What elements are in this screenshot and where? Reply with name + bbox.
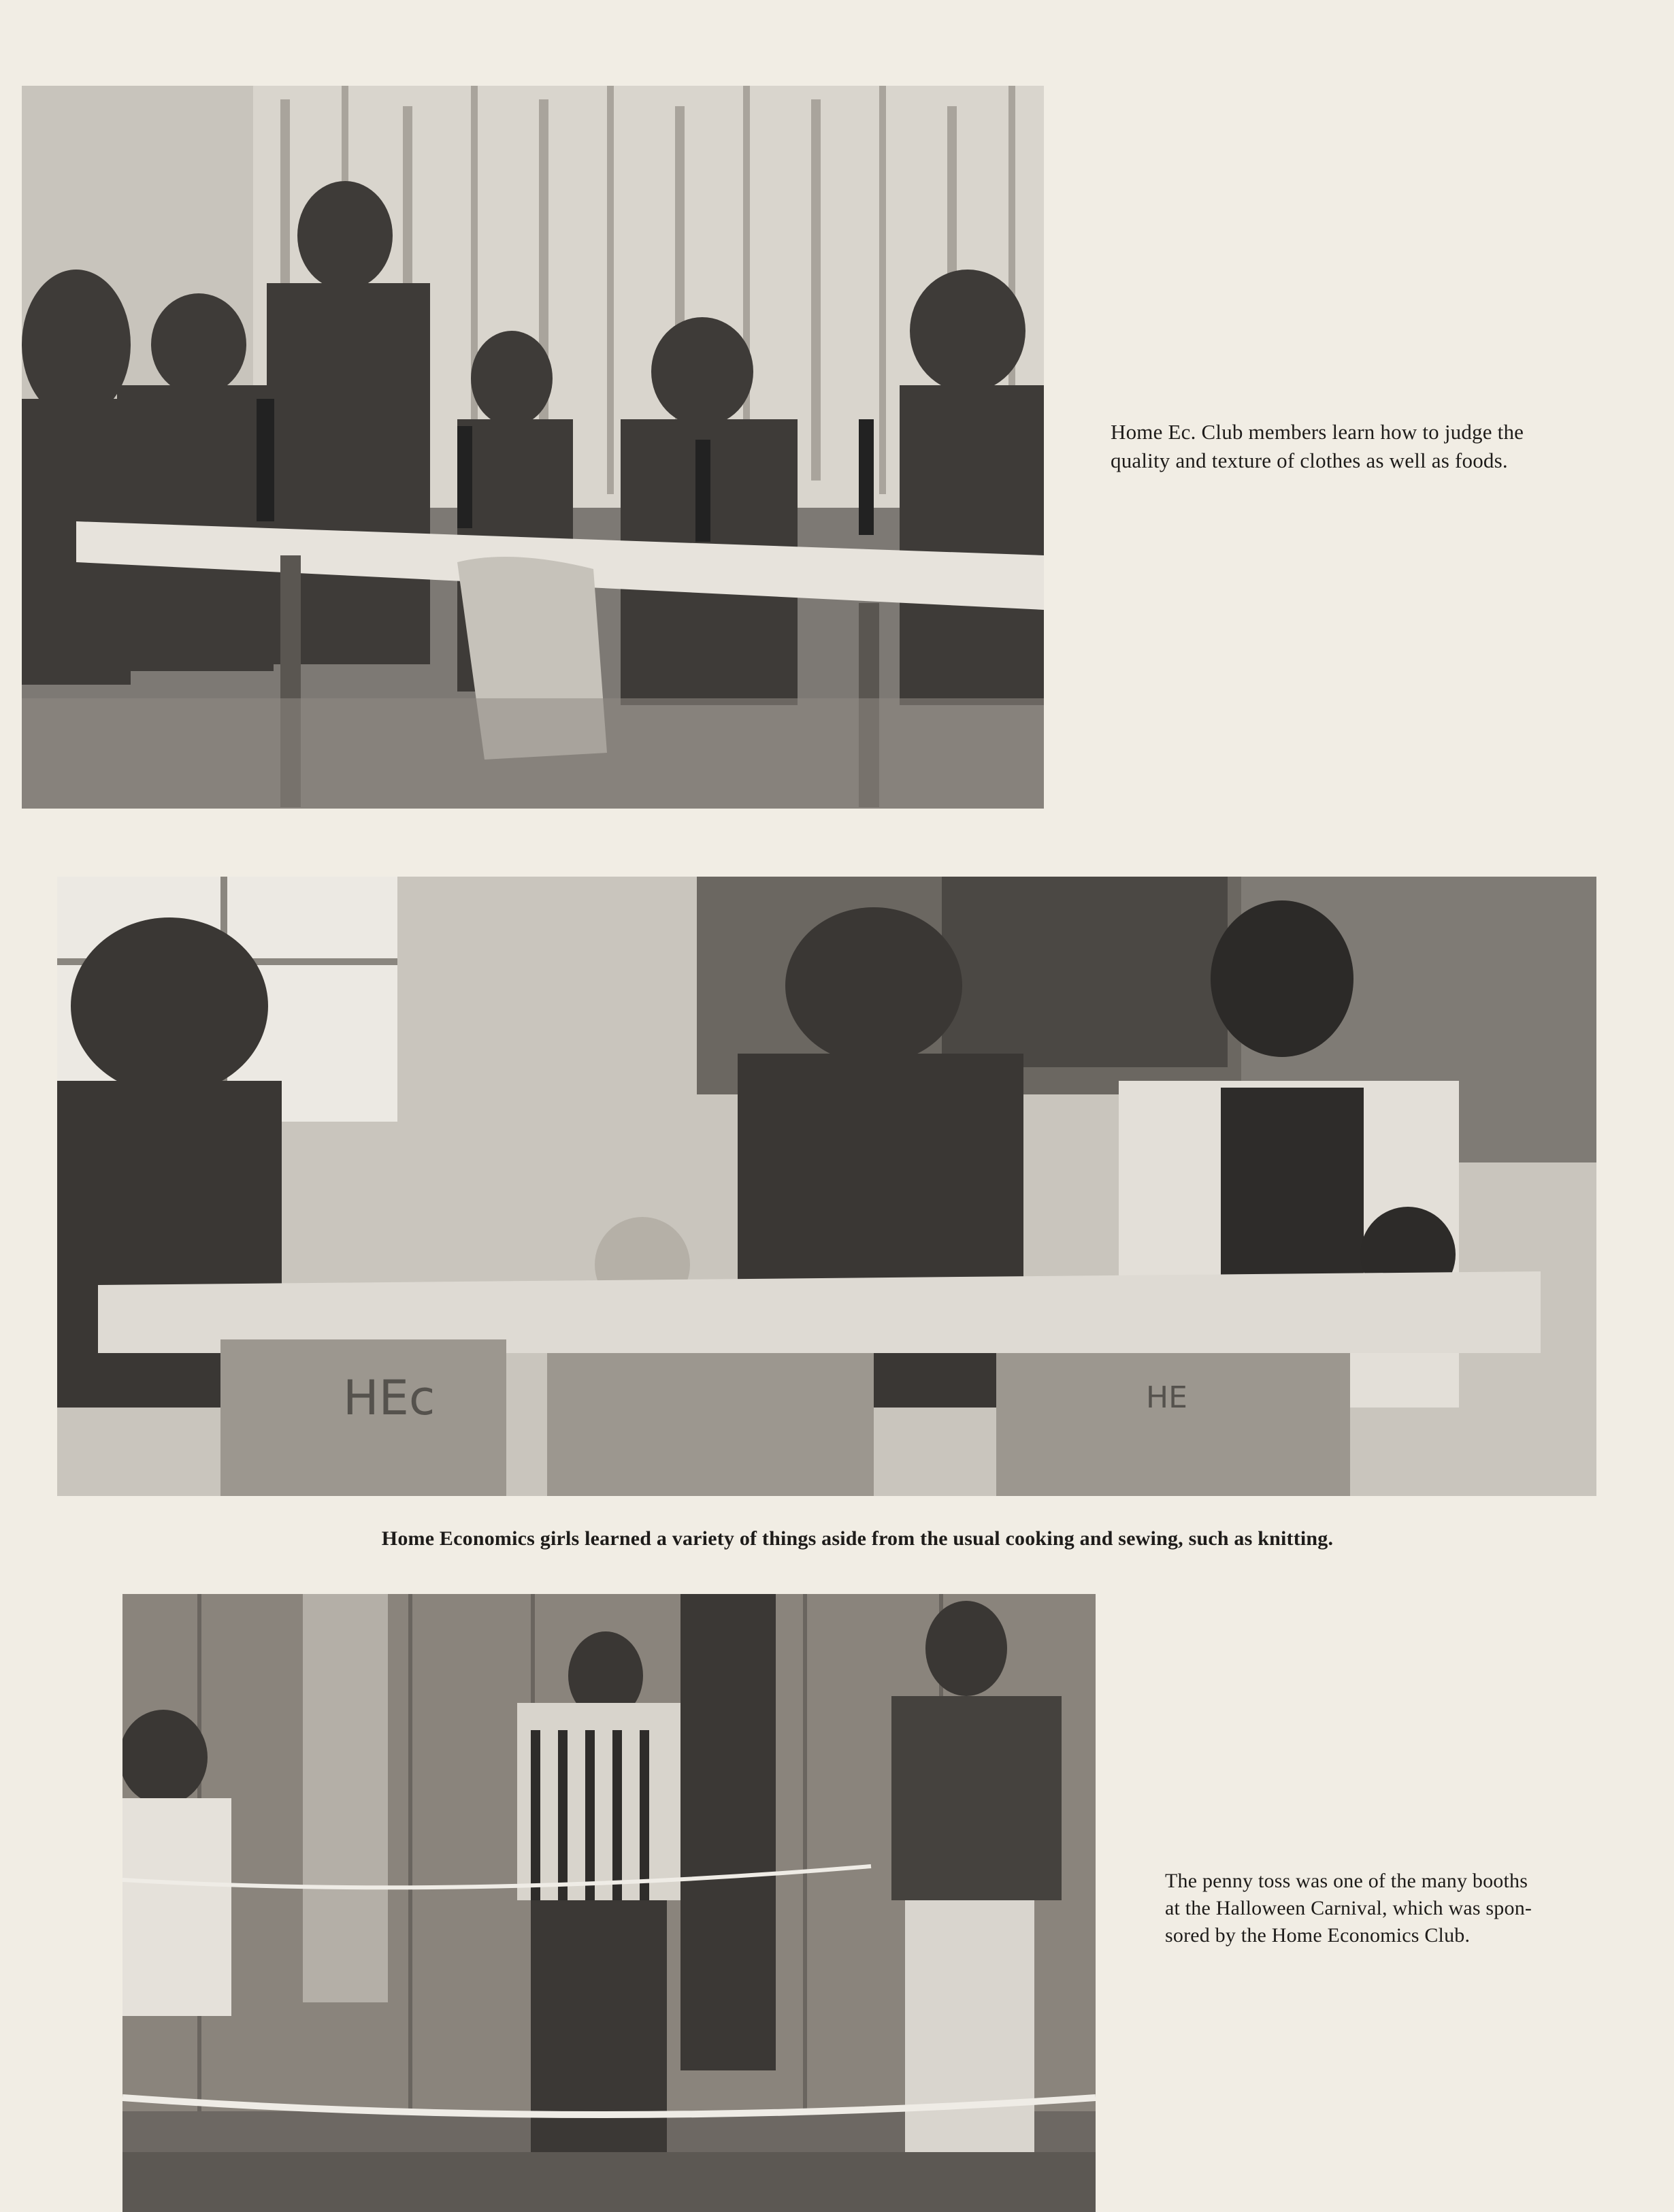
photo-microscope-lab-art [22,86,1044,809]
caption-penny-toss [1165,1868,1641,1949]
photo-knitting-class-art [57,877,1596,1496]
caption-line: The penny toss was one of the many booths [1165,1870,1528,1892]
caption-microscope-lab [1111,418,1628,475]
chair-marking-left: HEc [343,1370,436,1426]
caption-line: quality and texture of clothes as well as foods. [1111,449,1508,472]
caption-knitting-class [0,1525,1674,1553]
caption-line: Home Economics girls learned a variety of things aside from the usual cooking and sewing, such as knitting. [381,1527,1334,1550]
photo-knitting-class [57,877,1596,1496]
chair-marking-right: HE [1146,1380,1187,1415]
photo-penny-toss [122,1594,1096,2212]
caption-line: Home Ec. Club members learn how to judge the [1111,420,1524,444]
caption-line: at the Halloween Carnival, which was spon- [1165,1897,1532,1919]
photo-microscope-lab [22,86,1044,809]
photo-penny-toss-art [122,1594,1096,2212]
caption-line: sored by the Home Economics Club. [1165,1924,1471,1947]
